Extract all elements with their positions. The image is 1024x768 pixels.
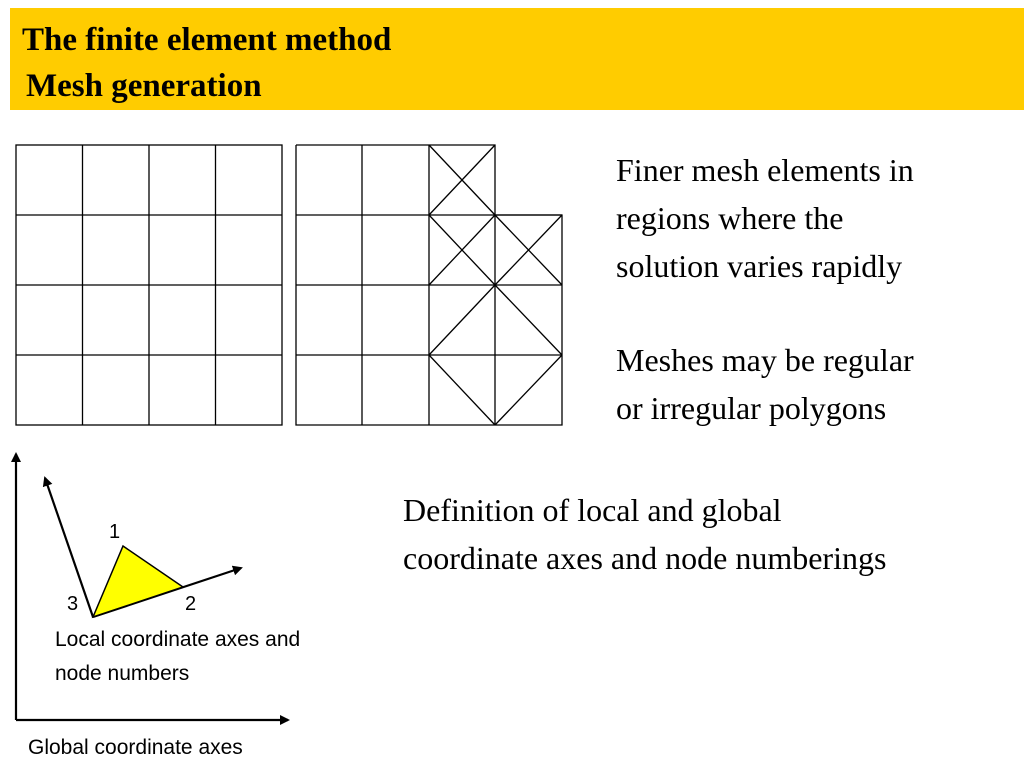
definition-line-1: Definition of local and global xyxy=(403,492,782,528)
local-axes-caption-line2: node numbers xyxy=(55,662,190,685)
polygon-text xyxy=(616,336,914,432)
refined-mesh xyxy=(296,145,562,425)
finer-mesh-line-2: regions where the xyxy=(616,200,844,236)
global-axes-caption: Global coordinate axes xyxy=(28,736,243,759)
polygon-line-2: or irregular polygons xyxy=(616,390,887,426)
local-axes-caption-line1: Local coordinate axes and xyxy=(55,628,301,651)
definition-line-2: coordinate axes and node numberings xyxy=(403,540,887,576)
definition-text xyxy=(403,486,886,582)
finer-mesh-line-3: solution varies rapidly xyxy=(616,248,903,284)
polygon-line-1: Meshes may be regular xyxy=(616,342,914,378)
node-label-2: 2 xyxy=(185,593,197,615)
regular-mesh xyxy=(16,145,282,425)
finer-mesh-text xyxy=(616,146,914,290)
finer-mesh-line-1: Finer mesh elements in xyxy=(616,152,914,188)
slide-title: The finite element method xyxy=(22,22,392,58)
slide-subtitle: Mesh generation xyxy=(26,68,262,104)
node-label-3: 3 xyxy=(67,593,79,615)
triangle-element xyxy=(93,546,183,617)
node-label-1: 1 xyxy=(109,521,121,543)
